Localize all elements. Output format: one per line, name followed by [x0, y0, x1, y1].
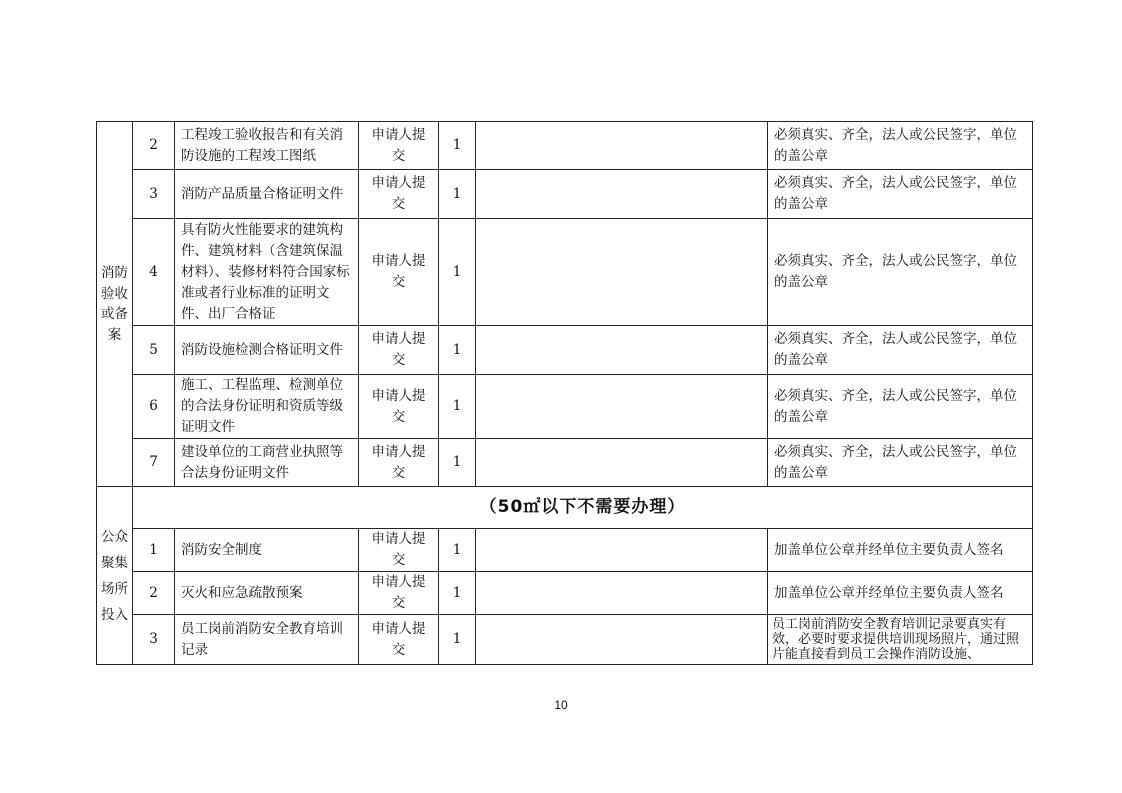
table-row: [97, 219, 1033, 326]
requirement-note: 必须真实、齐全，法人或公民签字，单位的盖公章: [768, 170, 1033, 219]
form-cell: [476, 219, 768, 326]
material-name: 建设单位的工商营业执照等合法身份证明文件: [175, 439, 359, 487]
copies: 1: [439, 122, 476, 170]
table-row: [97, 375, 1033, 439]
requirement-note: 必须真实、齐全，法人或公民签字，单位的盖公章: [768, 122, 1033, 170]
material-name: 灭火和应急疏散预案: [175, 572, 359, 615]
submitter: 申请人提交: [359, 439, 439, 487]
copies: 1: [439, 170, 476, 219]
form-cell: [476, 529, 768, 572]
material-name: 消防安全制度: [175, 529, 359, 572]
copies: 1: [439, 219, 476, 326]
form-cell: [476, 122, 768, 170]
copies: 1: [439, 529, 476, 572]
submitter: 申请人提交: [359, 572, 439, 615]
form-cell: [476, 326, 768, 375]
row-number: 2: [133, 572, 175, 615]
copies: 1: [439, 572, 476, 615]
row-number: 6: [133, 375, 175, 439]
table-row: [97, 572, 1033, 615]
row-number: 5: [133, 326, 175, 375]
submitter: 申请人提交: [359, 219, 439, 326]
requirement-note: 加盖单位公章并经单位主要负责人签名: [768, 529, 1033, 572]
material-name: 工程竣工验收报告和有关消防设施的工程竣工图纸: [175, 122, 359, 170]
requirement-note: 必须真实、齐全，法人或公民签字，单位的盖公章: [768, 219, 1033, 326]
form-cell: [476, 615, 768, 665]
material-name: 具有防火性能要求的建筑构件、建筑材料（含建筑保温材料）、装修材料符合国家标准或者行业标准的证明文件、出厂合格证: [175, 219, 359, 326]
row-number: 3: [133, 615, 175, 665]
copies: 1: [439, 439, 476, 487]
row-number: 1: [133, 529, 175, 572]
copies: 1: [439, 615, 476, 665]
submitter: 申请人提交: [359, 170, 439, 219]
material-name: 施工、工程监理、检测单位的合法身份证明和资质等级证明文件: [175, 375, 359, 439]
copies: 1: [439, 326, 476, 375]
form-cell: [476, 572, 768, 615]
requirement-note: 必须真实、齐全，法人或公民签字，单位的盖公章: [768, 375, 1033, 439]
row-number: 2: [133, 122, 175, 170]
form-cell: [476, 375, 768, 439]
submitter: 申请人提交: [359, 326, 439, 375]
material-name: 消防设施检测合格证明文件: [175, 326, 359, 375]
requirement-note: 加盖单位公章并经单位主要负责人签名: [768, 572, 1033, 615]
requirement-note: 员工岗前消防安全教育培训记录要真实有效，必要时要求提供培训现场照片，通过照片能直接看到员工会操作消防设施、: [768, 615, 1033, 665]
section-label: 消防验收或备案: [97, 122, 133, 487]
table-row: [97, 487, 1033, 529]
table-row: [97, 170, 1033, 219]
section-label: 公众聚集场所投入: [97, 487, 133, 665]
submitter: 申请人提交: [359, 615, 439, 665]
submitter: 申请人提交: [359, 122, 439, 170]
page-number: 10: [554, 698, 568, 712]
copies: 1: [439, 375, 476, 439]
requirement-note: 必须真实、齐全，法人或公民签字，单位的盖公章: [768, 326, 1033, 375]
form-cell: [476, 439, 768, 487]
submitter: 申请人提交: [359, 529, 439, 572]
materials-table: [96, 121, 1033, 665]
banner-note: （50㎡以下不需要办理）: [133, 487, 1033, 529]
table-row: [97, 439, 1033, 487]
submitter: 申请人提交: [359, 375, 439, 439]
table-row: [97, 529, 1033, 572]
row-number: 3: [133, 170, 175, 219]
requirement-note: 必须真实、齐全，法人或公民签字，单位的盖公章: [768, 439, 1033, 487]
table-row: [97, 615, 1033, 665]
table-row: [97, 326, 1033, 375]
row-number: 7: [133, 439, 175, 487]
form-cell: [476, 170, 768, 219]
row-number: 4: [133, 219, 175, 326]
table-row: [97, 122, 1033, 170]
material-name: 员工岗前消防安全教育培训记录: [175, 615, 359, 665]
material-name: 消防产品质量合格证明文件: [175, 170, 359, 219]
